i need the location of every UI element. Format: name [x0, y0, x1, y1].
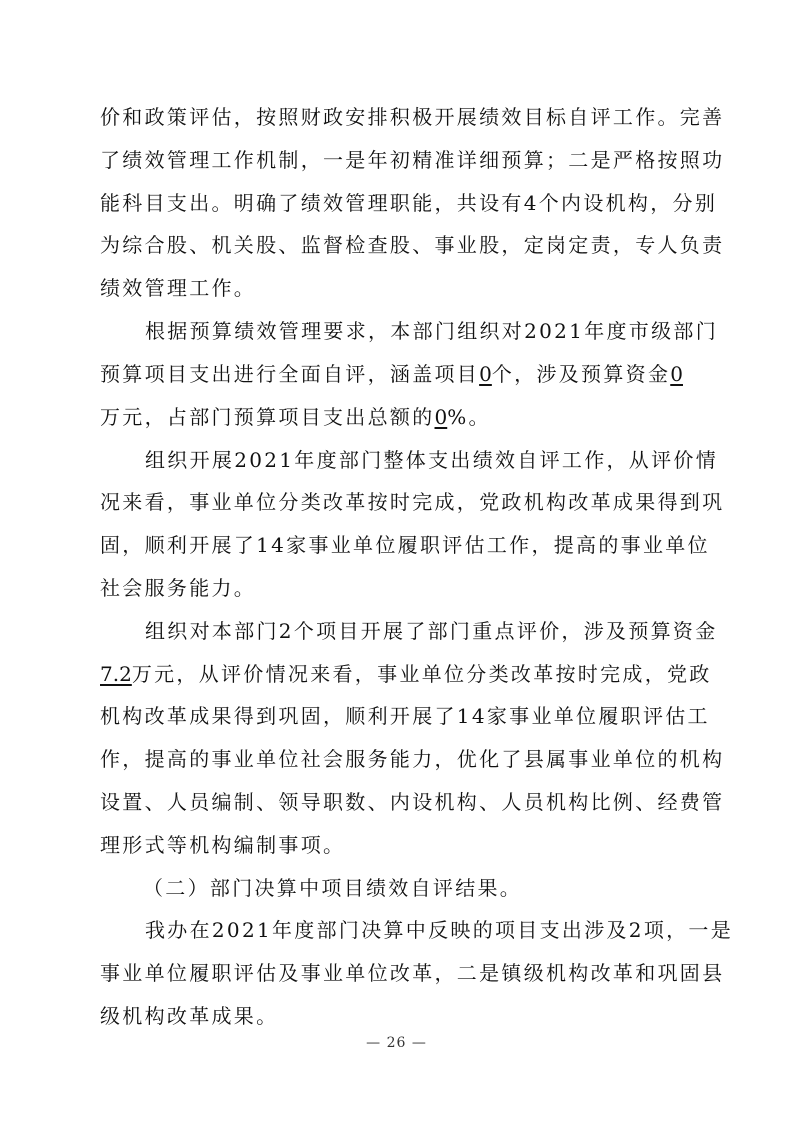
- paragraph2-line1: 根据预算绩效管理要求，本部门组织对2021年度市级部门: [145, 319, 718, 343]
- paragraph1-line3: 能科目支出。明确了绩效管理职能，共设有4个内设机构，分别: [100, 190, 718, 215]
- paragraph2-line3-text-a: 万元，占部门预算项目支出总额的: [100, 404, 435, 429]
- paragraph4-line1: 组织对本部门2个项目开展了部门重点评价，涉及预算资金: [145, 618, 718, 643]
- paragraph4-line6: 理形式等机构编制事项。: [100, 832, 346, 857]
- paragraph1-line2: 了绩效管理工作机制，一是年初精准详细预算；二是严格按照功: [100, 147, 725, 172]
- paragraph2-line3: [100, 401, 694, 433]
- paragraph4-line5: 设置、人员编制、领导职数、内设机构、人员机构比例、经费管: [100, 790, 725, 814]
- paragraph3-line4: 社会服务能力。: [100, 575, 257, 600]
- paragraph4-line3: 机构改革成果得到巩固，顺利开展了14家事业单位履职评估工: [100, 704, 710, 729]
- section-heading: （二）部门决算中项目绩效自评结果。: [143, 875, 523, 900]
- project-count-value: 0: [479, 361, 492, 386]
- paragraph4-line4: 作，提高的事业单位社会服务能力，优化了县属事业单位的机构: [100, 747, 725, 772]
- paragraph4-line2-text: 万元，从评价情况来看，事业单位分类改革按时完成，党政: [131, 661, 712, 686]
- paragraph4-line2: [100, 658, 712, 690]
- paragraph3-line1: 组织开展2021年度部门整体支出绩效自评工作，从评价情: [145, 447, 718, 472]
- page-number: — 26 —: [366, 1035, 427, 1051]
- paragraph2-line2-text-a: 预算项目支出进行全面自评，涵盖项目: [100, 361, 480, 386]
- paragraph2-line2: [100, 358, 694, 390]
- paragraph2-line3-text-b: %。: [447, 404, 491, 429]
- paragraph5-line2: 事业单位履职评估及事业单位改革，二是镇级机构改革和巩固县: [100, 961, 725, 986]
- paragraph5-line1: 我办在2021年度部门决算中反映的项目支出涉及2项，一是: [145, 918, 734, 943]
- budget-amount-value: 0: [670, 361, 683, 386]
- key-evaluation-amount-value: 7.2: [100, 661, 132, 686]
- paragraph5-line3: 级机构改革成果。: [100, 1004, 279, 1028]
- paragraph1-line1: 价和政策评估，按照财政安排积极开展绩效目标自评工作。完善: [100, 105, 725, 129]
- paragraph1-line4: 为综合股、机关股、监督检查股、事业股，定岗定责，专人负责: [100, 233, 725, 258]
- budget-percentage-value: 0: [434, 404, 448, 429]
- paragraph1-line5: 绩效管理工作。: [100, 276, 257, 301]
- paragraph3-line3: 固，顺利开展了14家事业单位履职评估工作，提高的事业单位: [100, 533, 710, 558]
- paragraph3-line2: 况来看，事业单位分类改革按时完成，党政机构改革成果得到巩: [100, 490, 725, 515]
- paragraph2-line2-text-b: 个，涉及预算资金: [491, 361, 671, 386]
